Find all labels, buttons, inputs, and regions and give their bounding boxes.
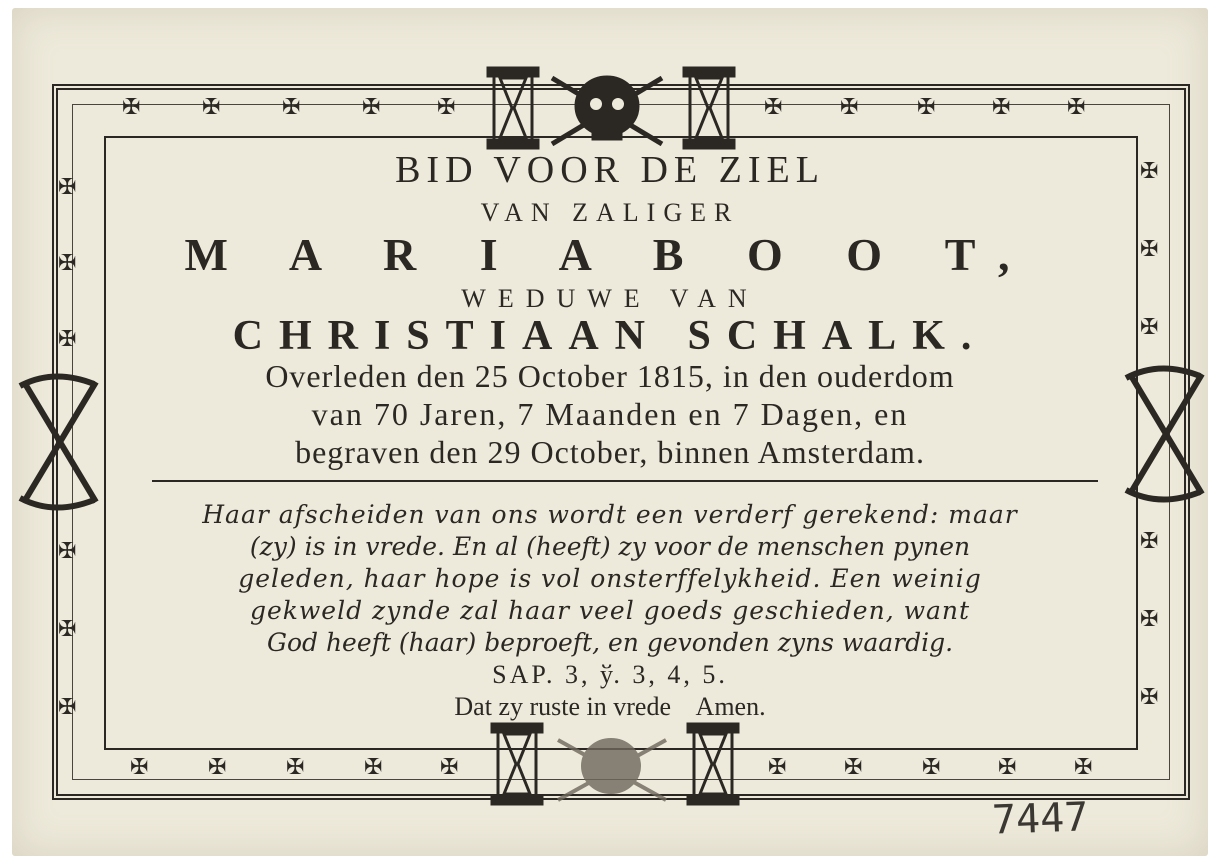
top-emblem bbox=[484, 64, 754, 156]
cross-pattee-icon: ✠ bbox=[208, 754, 227, 779]
death-line-2: van 70 Jaren, 7 Maanden en 7 Dagen, en bbox=[311, 396, 909, 432]
cross-pattee-icon: ✠ bbox=[1140, 236, 1159, 261]
cross-pattee-icon: ✠ bbox=[440, 754, 459, 779]
cross-pattee-icon: ✠ bbox=[1140, 158, 1159, 183]
cross-pattee-icon: ✠ bbox=[1140, 684, 1159, 709]
verse-line-4: gekweld zynde zal haar veel goeds geschieden, want bbox=[249, 596, 971, 625]
cross-pattee-icon: ✠ bbox=[58, 694, 77, 719]
hourglass-icon bbox=[492, 724, 542, 804]
cross-pattee-icon: ✠ bbox=[202, 94, 221, 119]
cross-pattee-icon: ✠ bbox=[764, 94, 783, 119]
cross-pattee-icon: ✠ bbox=[58, 326, 77, 351]
cross-pattee-icon: ✠ bbox=[844, 754, 863, 779]
cross-pattee-icon: ✠ bbox=[58, 616, 77, 641]
death-line-3: begraven den 29 October, binnen Amsterdam. bbox=[295, 434, 925, 470]
catalog-number: 7447 bbox=[991, 794, 1090, 844]
cross-pattee-icon: ✠ bbox=[58, 538, 77, 563]
cross-pattee-icon: ✠ bbox=[1067, 94, 1086, 119]
divider-rule bbox=[152, 480, 1098, 482]
cross-pattee-icon: ✠ bbox=[282, 94, 301, 119]
cross-pattee-icon: ✠ bbox=[58, 250, 77, 275]
husband-name: CHRISTIAAN SCHALK. bbox=[232, 313, 988, 359]
skull-and-crossbones-icon bbox=[552, 78, 662, 144]
cross-pattee-icon: ✠ bbox=[1074, 754, 1093, 779]
cross-pattee-icon: ✠ bbox=[364, 754, 383, 779]
hourglass-icon bbox=[688, 724, 738, 804]
cross-pattee-icon: ✠ bbox=[992, 94, 1011, 119]
verse-line-1: Haar afscheiden van ons wordt een verderf gerekend: maar bbox=[202, 500, 1018, 529]
bottom-emblem bbox=[488, 720, 758, 812]
death-line-1: Overleden den 25 October 1815, in den ouderdom bbox=[265, 358, 955, 394]
cross-pattee-icon: ✠ bbox=[362, 94, 381, 119]
cross-pattee-icon: ✠ bbox=[1140, 314, 1159, 339]
cross-pattee-icon: ✠ bbox=[917, 94, 936, 119]
title-line: BID VOOR DE ZIEL bbox=[395, 149, 825, 191]
hourglass-icon bbox=[684, 68, 734, 148]
cross-pattee-icon: ✠ bbox=[998, 754, 1017, 779]
cross-pattee-icon: ✠ bbox=[922, 754, 941, 779]
cross-pattee-icon: ✠ bbox=[768, 754, 787, 779]
subtitle-line: VAN ZALIGER bbox=[480, 198, 740, 227]
verse-line-3: geleden, haar hope is vol onsterffelykheid. Een weinig bbox=[238, 564, 982, 593]
cross-pattee-icon: ✠ bbox=[58, 174, 77, 199]
widow-of-line: WEDUWE VAN bbox=[461, 284, 759, 313]
scripture-reference: SAP. 3, ў. 3, 4, 5. bbox=[492, 660, 728, 689]
verse-line-2: (zy) is in vrede. En al (heeft) zy voor de menschen pynen bbox=[249, 532, 971, 561]
deceased-name: M A R I A B O O T, bbox=[184, 229, 1036, 280]
cross-pattee-icon: ✠ bbox=[122, 94, 141, 119]
skull-and-crossbones-icon bbox=[558, 740, 666, 800]
verse-line-5: God heeft (haar) beproeft, en gevonden zyns waardig. bbox=[266, 628, 954, 657]
cross-pattee-icon: ✠ bbox=[437, 94, 456, 119]
cross-pattee-icon: ✠ bbox=[1140, 606, 1159, 631]
cross-pattee-icon: ✠ bbox=[840, 94, 859, 119]
hourglass-icon bbox=[488, 68, 538, 148]
prayer-card bbox=[12, 8, 1208, 856]
cross-pattee-icon: ✠ bbox=[1140, 528, 1159, 553]
closing-line: Dat zy ruste in vrede Amen. bbox=[454, 692, 766, 721]
cross-pattee-icon: ✠ bbox=[130, 754, 149, 779]
cross-pattee-icon: ✠ bbox=[286, 754, 305, 779]
